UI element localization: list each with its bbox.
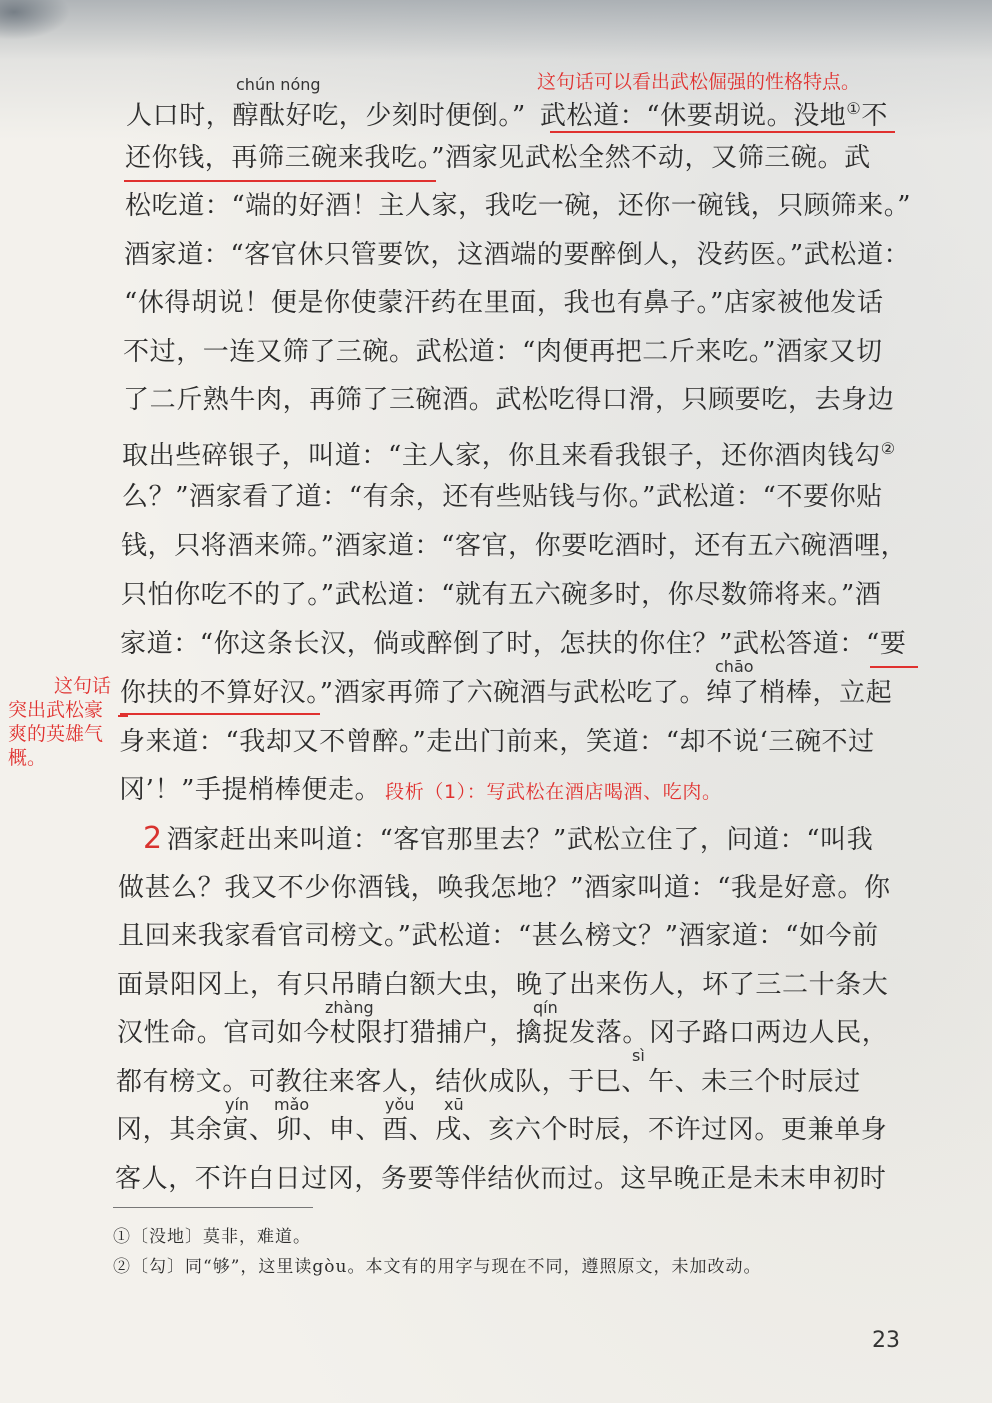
text-line-16: 2 酒家赶出来叫道：“客官那里去？”武松立住了，问道：“叫我 <box>143 821 874 856</box>
footnote-rule <box>113 1207 313 1208</box>
text-line-21: 都有榜文。可教往来客人，结伙成队，于巳、午、未三个时辰过 <box>116 1067 861 1097</box>
annotation-top: 这句话可以看出武松倔强的性格特点。 <box>537 71 861 93</box>
annotation-side <box>8 674 128 770</box>
text-line-4: 酒家道：“客官休只管要饮，这酒端的要醉倒人，没药医。”武松道： <box>124 240 911 270</box>
paragraph-number-2: 2 <box>143 821 163 856</box>
underline-3 <box>870 666 918 668</box>
text-line-8: 取出些碎银子，叫道：“主人家，你且来看我银子，还你酒肉钱勾② <box>122 439 896 471</box>
text-line-10: 钱，只将酒来筛。”酒家道：“客官，你要吃酒时，还有五六碗酒哩， <box>121 531 908 561</box>
pinyin-si: sì <box>632 1046 645 1065</box>
text-line-5: “休得胡说！便是你使蒙汗药在里面，我也有鼻子。”店家被他发话 <box>124 288 884 318</box>
text-line-12: 家道：“你这条长汉，倘或醉倒了时，怎扶的你住？”武松答道：“要 <box>120 629 907 659</box>
pinyin-xu: xū <box>444 1095 464 1114</box>
pinyin-zhang: zhàng <box>325 998 374 1017</box>
annotation-side-line-2: 突出武松豪 <box>8 699 104 721</box>
pinyin-qin: qín <box>533 998 558 1017</box>
text-line-15: 冈’！”手提梢棒便走。 段析（1）：写武松在酒店喝酒、吃肉。 <box>119 775 722 805</box>
text-line-3: 松吃道：“端的好酒！主人家，我吃一碗，还你一碗钱，只顾筛来。” <box>125 191 912 221</box>
text-line-18: 且回来我家看官司榜文。”武松道：“甚么榜文？”酒家道：“如今前 <box>118 921 879 951</box>
text-line-13: 你扶的不算好汉。”酒家再筛了六碗酒与武松吃了。绰了梢棒，立起 <box>120 678 893 708</box>
underline-2 <box>124 180 436 182</box>
pinyin-yin: yín <box>225 1095 250 1114</box>
annotation-side-line-4: 概。 <box>8 747 47 769</box>
text-line-11: 只怕你吃不的了。”武松道：“就有五六碗多时，你尽数筛将来。”酒 <box>121 580 882 610</box>
annotation-section: 段析（1）：写武松在酒店喝酒、吃肉。 <box>385 781 722 803</box>
footnote-2: ②〔勾〕同“够”，这里读gòu。本文有的用字与现在不同，遵照原文，未加改动。 <box>113 1257 762 1277</box>
annotation-side-line-1: 这句话 <box>54 675 112 697</box>
page-number: 23 <box>872 1328 900 1353</box>
underline-4 <box>120 713 320 715</box>
pinyin-you: yǒu <box>385 1095 415 1114</box>
scan-blot <box>0 0 70 40</box>
text-line-22: 冈，其余寅、卯、申、酉、戌、亥六个时辰，不许过冈。更兼单身 <box>116 1115 888 1145</box>
text-line-9: 么？”酒家看了道：“有余，还有些贴钱与你。”武松道：“不要你贴 <box>122 482 883 512</box>
text-line-2: 还你钱，再筛三碗来我吃。”酒家见武松全然不动，又筛三碗。武 <box>125 143 871 173</box>
annotation-side-line-3: 爽的英雄气 <box>8 723 104 745</box>
pinyin-mao: mǎo <box>274 1095 310 1114</box>
footnote-1: ①〔没地〕莫非，难道。 <box>113 1227 311 1247</box>
underline-4b <box>118 715 128 717</box>
text-line-20: 汉性命。官司如今杖限打猎捕户，擒捉发落。冈子路口两边人民， <box>117 1018 889 1048</box>
text-line-1: 人口时，醇酞好吃，少刻时便倒。” 武松道：“休要胡说。没地①不 <box>126 99 888 131</box>
text-line-23: 客人，不许白日过冈，务要等伴结伙而过。这早晚正是未末申初时 <box>115 1164 887 1194</box>
pinyin-chun-nong: chún nóng <box>236 75 321 94</box>
pinyin-chao: chāo <box>715 657 754 676</box>
text-line-6: 不过，一连又筛了三碗。武松道：“肉便再把二斤来吃。”酒家又切 <box>123 337 883 367</box>
text-line-14: 身来道：“我却又不曾醉。”走出门前来，笑道：“却不说‘三碗不过 <box>119 727 875 757</box>
text-line-17: 做甚么？我又不少你酒钱，唤我怎地？”酒家叫道：“我是好意。你 <box>118 873 891 903</box>
text-line-19: 面景阳冈上，有只吊睛白额大虫，晚了出来伤人，坏了三二十条大 <box>117 970 889 1000</box>
underline-1 <box>550 131 895 133</box>
text-line-7: 了二斤熟牛肉，再筛了三碗酒。武松吃得口滑，只顾要吃，去身边 <box>123 385 895 415</box>
